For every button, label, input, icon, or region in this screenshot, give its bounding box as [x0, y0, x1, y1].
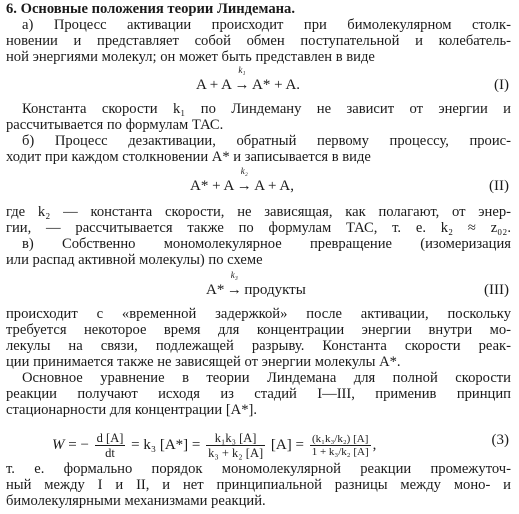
- equation-1-rhs: A* + A.: [251, 77, 301, 93]
- reaction-arrow-icon: k₁ →: [232, 76, 252, 94]
- paragraph-k1-line-1: Константа скорости k₁ по Линдеману не зависит от энергии и: [22, 101, 511, 117]
- paragraph-a-line-2: новении и представляет собой обмен поступательной и колебатель-: [6, 33, 511, 49]
- paragraph-a-line-1: а) Процесс активации происходит при бимолекулярном столк-: [22, 17, 511, 33]
- final-fraction: [310, 433, 371, 458]
- equation-3-lhs: A*: [206, 282, 225, 298]
- equation-1-lhs: A + A: [196, 77, 232, 93]
- paragraph-c-intro-line-1: в) Собственно мономолекулярное превращение (изомеризация: [22, 236, 511, 252]
- equation-2-number: (II): [489, 178, 509, 194]
- equation-4-minus: = −: [68, 436, 89, 453]
- equation-4-tail: ,: [372, 436, 377, 453]
- derivative-fraction: [95, 431, 126, 460]
- rate-symbol: W: [52, 436, 65, 453]
- equation-2-lhs: A* + A: [190, 178, 235, 194]
- paragraph-k2-line-2: гии, — рассчитывается также по формулам ТАС, т. е. k₂ ≈ z₀₂.: [6, 220, 511, 236]
- derivative-numerator: d [A]: [96, 431, 124, 445]
- paragraph-c-line-4: ции принимается также не зависящей от энергии молекулы A*.: [6, 354, 401, 370]
- paragraph-c-line-1: происходит с «временной задержкой» после активации, поскольку: [6, 306, 511, 322]
- equation-4-number: (3): [491, 432, 509, 448]
- paragraph-final-line-2: ный между I и II, и нет принципиальной разницы между моно- и: [6, 477, 511, 493]
- final-fraction-numerator: (k₁k₃/k₂) [A]: [310, 433, 371, 446]
- reaction-arrow-icon: k₂ →: [234, 177, 254, 195]
- rate-fraction-denominator: k₃ + k₂ [A]: [208, 446, 264, 460]
- paragraph-final-line-3: бимолекулярными механизмами реакций.: [6, 493, 266, 509]
- equation-2-rhs: A + A,: [254, 178, 295, 194]
- paragraph-k1-line-2: рассчитывается по формулам ТАС.: [6, 117, 224, 133]
- paragraph-main-line-1: Основное уравнение в теории Линдемана для полной скорости: [22, 370, 511, 386]
- reaction-arrow-icon: k₃ →: [224, 281, 244, 299]
- paragraph-b-line-2: ходит при каждом столкновении A* и записывается в виде: [6, 149, 371, 165]
- equation-4: [0, 425, 519, 459]
- rate-fraction-numerator: k₁k₃ [A]: [206, 431, 265, 446]
- equation-4-k3A: = k₃ [A*] =: [131, 436, 201, 453]
- paragraph-a-line-3: ной энергиями молекул; он может быть представлен в виде: [6, 49, 375, 65]
- equation-4-mid: [A] =: [270, 436, 304, 453]
- paragraph-k2-line-1: где k₂ — константа скорости, не зависящая, как полагают, от энер-: [6, 204, 511, 220]
- equation-3-rate-label: k₃: [230, 270, 238, 280]
- equation-3-number: (III): [484, 282, 509, 298]
- equation-1-rate-label: k₁: [238, 65, 246, 75]
- equation-3-rhs: продукты: [244, 282, 306, 298]
- section-heading: 6. Основные положения теории Линдемана.: [6, 1, 296, 17]
- paragraph-b-line-1: б) Процесс дезактивации, обратный первому процессу, проис-: [22, 133, 511, 149]
- rate-fraction: [206, 431, 265, 460]
- equation-1-number: (I): [494, 77, 509, 93]
- paragraph-c-line-2: требуется некоторое время для концентрации энергии внутри мо-: [6, 322, 511, 338]
- final-fraction-denominator: 1 + k₃/k₂ [A]: [311, 446, 369, 458]
- paragraph-main-line-2: реакции получают исходя из стадий I—III, применив принцип: [6, 386, 511, 402]
- derivative-denominator: dt: [105, 446, 115, 460]
- equation-2-rate-label: k₂: [240, 166, 248, 176]
- paragraph-c-intro-line-2: или распад активной молекулы) по схеме: [6, 252, 263, 268]
- paragraph-c-line-3: лекулы на связи, подлежащей разрыву. Константа скорости реак-: [6, 338, 511, 354]
- paragraph-final-line-1: т. е. формально порядок мономолекулярной реакции промежуточ-: [6, 461, 511, 477]
- paragraph-main-line-3: стационарности для концентрации [A*].: [6, 402, 258, 418]
